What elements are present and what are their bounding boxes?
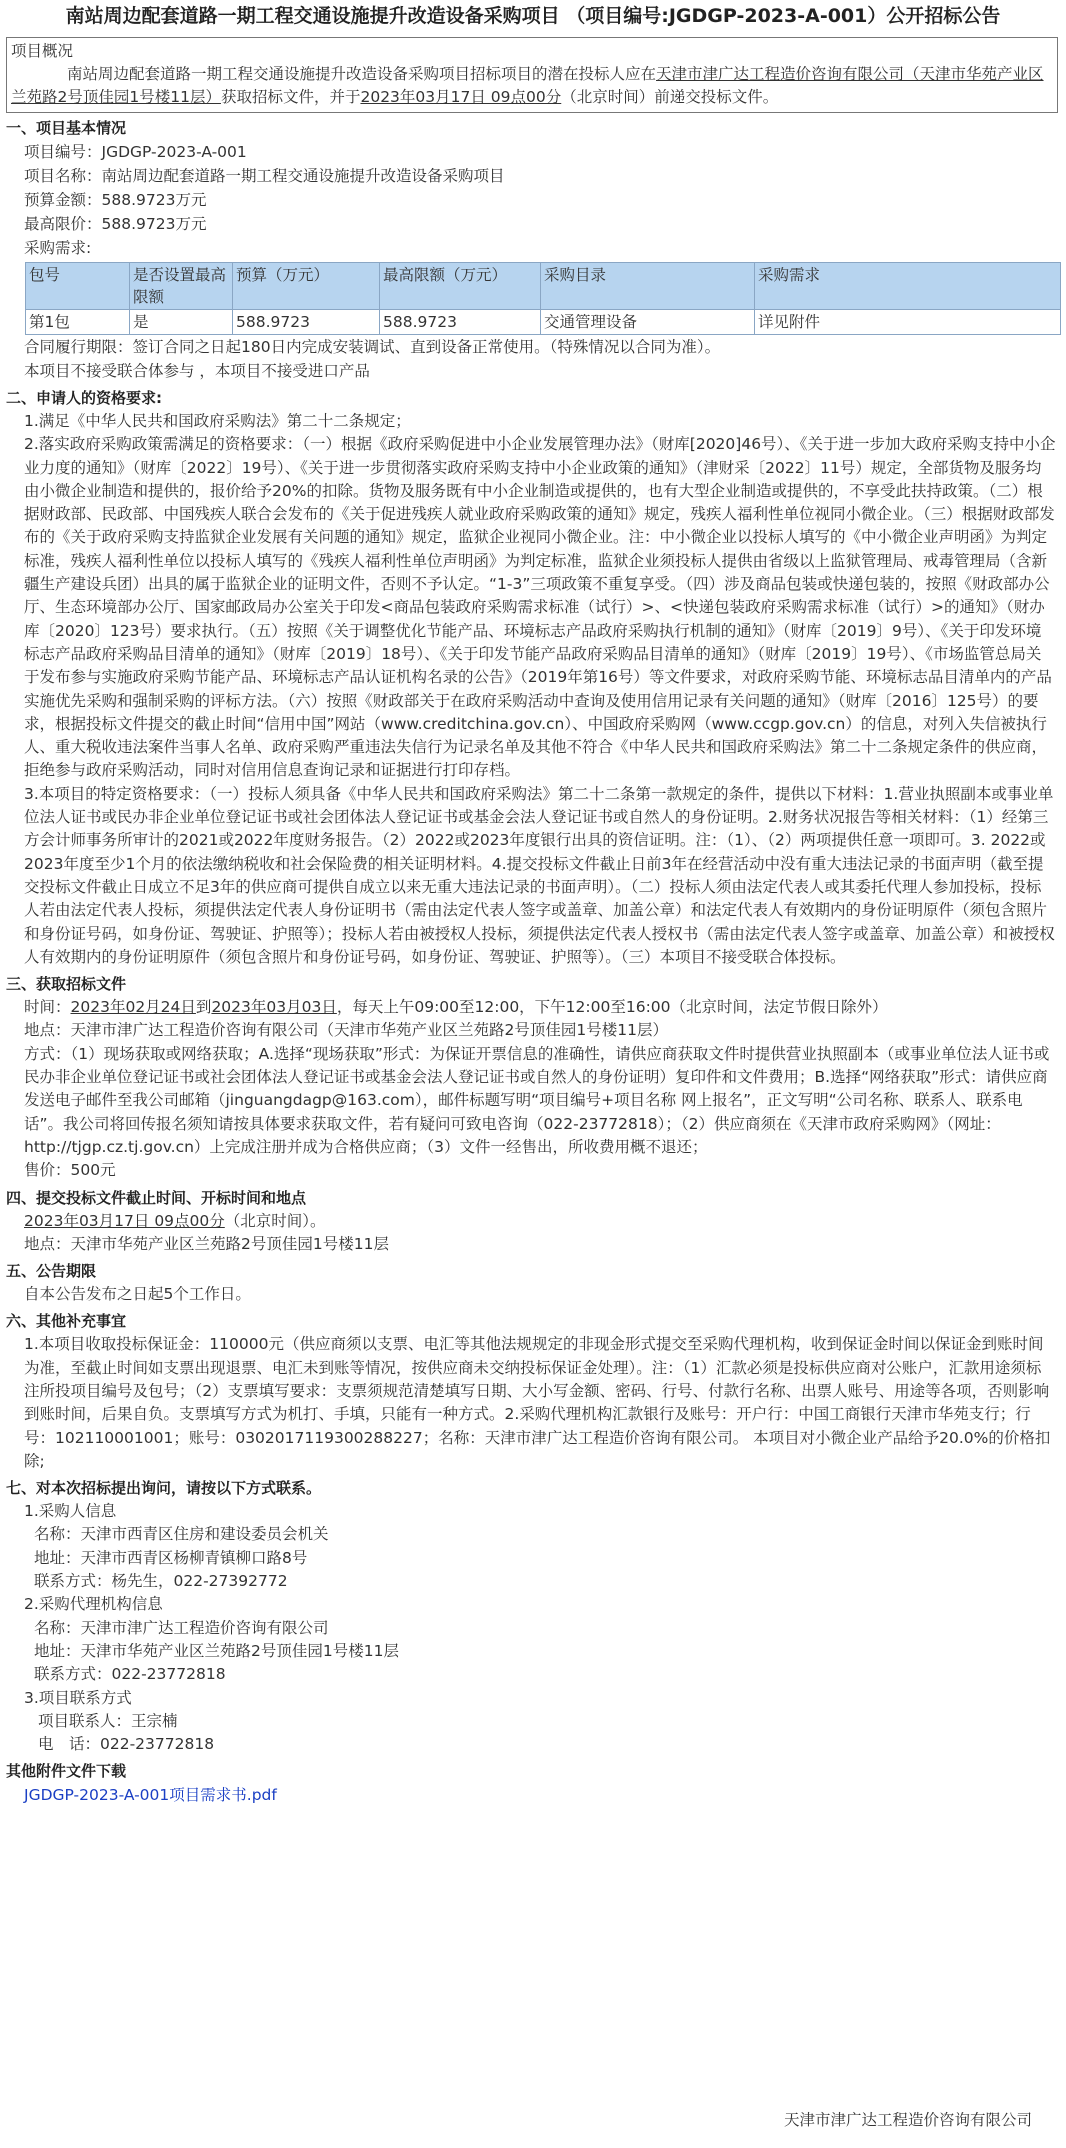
overview-text-3: 获取招标文件，并于 [220, 88, 361, 106]
agency-title: 2.采购代理机构信息 [24, 1595, 163, 1614]
table-cell: 588.9723 [233, 310, 380, 335]
project-contact-title: 3.项目联系方式 [24, 1688, 132, 1707]
overview-text-1: 南站周边配套道路一期工程交通设施提升改造设备采购项目招标项目的潜在投标人应在 [67, 65, 657, 83]
table-cell: 是 [130, 310, 233, 335]
obtain-time-to: 到 [195, 998, 212, 1017]
project-contact-person: 项目联系人：王宗楠 [38, 1711, 178, 1730]
obtain-end-date: 2023年03月03日 [211, 998, 337, 1017]
joint-bid-note: 本项目不接受联合体参与 ，本项目不接受进口产品 [24, 362, 370, 380]
obtain-place: 地点：天津市津广达工程造价咨询有限公司（天津市华苑产业区兰苑路2号顶佳园1号楼11层） [24, 1021, 668, 1040]
qualification-item-1: 1.满足《中华人民共和国政府采购法》第二十二条规定； [24, 412, 411, 430]
submission-deadline [0, 1210, 1066, 1233]
project-contact-phone: 电 话：022-23772818 [38, 1735, 215, 1754]
section-obtain-docs-heading: 三、获取招标文件 [6, 975, 127, 994]
agency-name: 名称：天津市津广达工程造价咨询有限公司 [34, 1618, 329, 1637]
document-price: 售价：500元 [24, 1161, 116, 1180]
deadline-datetime: 2023年03月17日 09点00分 [24, 1211, 225, 1230]
overview-text-5: （北京时间）前递交投标文件。 [561, 88, 779, 106]
purchaser-address: 地址：天津市西青区杨柳青镇柳口路8号 [34, 1548, 308, 1567]
table-header-cell: 最高限额（万元） [380, 263, 541, 310]
overview-agency-address: 天津市津广达工程造价咨询有限公司（天津市华苑产业区兰苑路2号顶佳园1号楼11层） [11, 65, 1044, 106]
overview-deadline: 2023年03月17日 09点00分 [360, 88, 562, 106]
table-cell: 第1包 [26, 310, 130, 335]
purchaser-contact: 联系方式：杨先生，022-27392772 [34, 1572, 288, 1591]
purchaser-name: 名称：天津市西青区住房和建设委员会机关 [34, 1525, 329, 1544]
agency-address: 地址：天津市华苑产业区兰苑路2号顶佳园1号楼11层 [34, 1641, 399, 1660]
obtain-time-label: 时间： [24, 998, 71, 1017]
contract-term: 合同履行期限：签订合同之日起180日内完成安装调试、直到设备正常使用。（特殊情况以合同为准）。 [24, 338, 721, 356]
publisher-name: 天津市津广达工程造价咨询有限公司 [783, 2111, 1032, 2129]
opening-place: 地点：天津市华苑产业区兰苑路2号顶佳园1号楼11层 [24, 1234, 389, 1253]
table-header-cell: 采购目录 [541, 263, 755, 310]
table-cell: 588.9723 [380, 310, 541, 335]
section-qualification-heading: 二、申请人的资格要求: [6, 389, 162, 407]
attachment-link[interactable]: JGDGP-2023-A-001项目需求书.pdf [24, 1786, 277, 1805]
table-cell: 详见附件 [755, 310, 1061, 335]
deadline-timezone: （北京时间）。 [224, 1211, 326, 1230]
section-contact-heading: 七、对本次招标提出询问，请按以下方式联系。 [6, 1479, 322, 1498]
other-matters: 1.本项目收取投标保证金：110000元（供应商须以支票、电汇等其他法规规定的非现金形式提交至采购代理机构，收到保证金时间以保证金到账时间为准，至截止时间如支票出现退票、电汇未到账等情况，按供应商未交纳投标保证金处理）。注：（1）汇款必须是投标供应商对公账户，汇款用途须标注所投项目编号及包号；（2）支票填写要求：支票须规范清楚填写日期、大小写金额、密码、行号、付款行名称、出票人账号、用途等各项，否则影响到账时间，后果自负。支票填写方式为机打、手填，只能有一种方式。2.采购代理机构汇款银行及账号：开户行：中国工商银行天津市华苑支行；行号：102110001001；账号：0302017119300288227；名称：天津市津广达工程造价咨询有限公司。 本项目对小微企业产品给予20.0%的价格扣除; [24, 1335, 1051, 1470]
table-header-cell: 预算（万元） [233, 263, 380, 310]
table-header-row [26, 263, 1061, 310]
obtain-start-date: 2023年02月24日 [70, 998, 196, 1017]
purchaser-title: 1.采购人信息 [24, 1502, 117, 1521]
project-number: 项目编号：JGDGP-2023-A-001 [24, 143, 247, 161]
budget-amount: 预算金额：588.9723万元 [24, 191, 207, 209]
attachments-heading: 其他附件文件下载 [6, 1762, 127, 1781]
qualification-item-2: 2.落实政府采购政策需满足的资格要求：（一）根据《政府采购促进中小企业发展管理办法》（财库[2020]46号）、《关于进一步加大政府采购支持中小企业力度的通知》（财库〔2022〕19号）、《关于进一步贯彻落实政府采购支持中小企业政策的通知》（津财采〔2022〕11号）规定，全部货物及服务均由小微企业制造和提供的，报价给予20%的扣除。货物及服务既有中小企业制造或提供的，也有大型企业制造或提供的，不享受此扶持政策。（二）根据财政部、民政部、中国残疾人联合会发布的《关于促进残疾人就业政府采购政策的通知》规定，残疾人福利性单位视同小微企业。（三）根据财政部发布的《关于政府采购支持监狱企业发展有关问题的通知》规定，监狱企业视同小微企业。注：中小微企业以投标人填写的《中小微企业声明函》为判定标准，残疾人福利性单位以投标人填写的《残疾人福利性单位声明函》为判定标准，监狱企业须投标人提供由省级以上监狱管理局、戒毒管理局（含新疆生产建设兵团）出具的属于监狱企业的证明文件，否则不予认定。“1-3”三项政策不重复享受。（四）涉及商品包装或快递包装的，按照《财政部办公厅、生态环境部办公厅、国家邮政局办公室关于印发<商品包装政府采购需求标准（试行）>、<快递包装政府采购需求标准（试行）>的通知》（财办库〔2020〕123号）要求执行。（五）按照《关于调整优化节能产品、环境标志产品政府采购执行机制的通知》（财库〔2019〕9号）、《关于印发环境标志产品政府采购品目清单的通知》（财库〔2019〕18号）、《关于印发节能产品政府采购品目清单的通知》（财库〔2019〕19号）、《市场监管总局关于发布参与实施政府采购节能产品、环境标志产品认证机构名录的公告》（2019年第16号）等文件要求，对政府采购节能、环境标志品目清单内的产品实施优先采购和强制采购的评标方法。（六）按照《财政部关于在政府采购活动中查询及使用信用记录有关问题的通知》（财库〔2016〕125号）的要求，根据投标文件提交的截止时间“信用中国”网站（www.creditchina.gov.cn）、中国政府采购网（www.ccgp.gov.cn）的信息，对列入失信被执行人、重大税收违法案件当事人名单、政府采购严重违法失信行为记录名单及其他不符合《中华人民共和国政府采购法》第二十二条规定条件的供应商，拒绝参与政府采购活动，同时对信用信息查询记录和证据进行打印存档。 [24, 435, 1056, 780]
qualification-item-3: 3.本项目的特定资格要求：（一）投标人须具备《中华人民共和国政府采购法》第二十二条第一款规定的条件，提供以下材料：1.营业执照副本或事业单位法人证书或民办非企业单位登记证书或社会团体法人登记证书或基金会法人登记证书或自然人的身份证明。2.财务状况报告等相关材料：（1）经第三方会计师事务所审计的2021或2022年度财务报告。（2）2022或2023年度银行出具的资信证明。注：（1）、（2）两项提供任意一项即可。3. 2022或2023年度至少1个月的依法缴纳税收和社会保险费的相关证明材料。4.提交投标文件截止日前3年在经营活动中没有重大违法记录的书面声明（截至提交投标文件截止日成立不足3年的供应商可提供自成立以来无重大违法记录的书面声明）。（二）投标人须由法定代表人或其委托代理人参加投标，投标人若由法定代表人投标，须提供法定代表人身份证明书（需由法定代表人签字或盖章、加盖公章）和法定代表人有效期内的身份证明原件（须包含照片和身份证号码，如身份证、驾驶证、护照等）；投标人若由被授权人投标，须提供法定代表人授权书（需由法定代表人签字或盖章、加盖公章）和被授权人有效期内的身份证明原件（须包含照片和身份证号码，如身份证、驾驶证、护照等）。（三）本项目不接受联合体投标。 [24, 784, 1055, 966]
table-cell: 交通管理设备 [541, 310, 755, 335]
section-deadline-heading: 四、提交投标文件截止时间、开标时间和地点 [6, 1188, 307, 1207]
table-row [26, 310, 1061, 335]
max-price: 最高限价：588.9723万元 [24, 215, 207, 233]
table-header-cell: 采购需求 [755, 263, 1061, 310]
section-notice-period-heading: 五、公告期限 [6, 1262, 97, 1281]
project-name: 项目名称：南站周边配套道路一期工程交通设施提升改造设备采购项目 [24, 167, 505, 185]
overview-label: 项目概况 [11, 42, 74, 60]
table-header-cell: 是否设置最高限额 [130, 263, 233, 310]
section-basic-info-heading: 一、项目基本情况 [6, 119, 127, 137]
agency-contact: 联系方式：022-23772818 [34, 1665, 226, 1684]
table-header-cell: 包号 [26, 263, 130, 310]
package-table [25, 262, 1061, 335]
section-other-matters-heading: 六、其他补充事宜 [6, 1312, 127, 1331]
procurement-needs-label: 采购需求: [24, 239, 92, 257]
overview-text [11, 63, 1051, 109]
notice-period: 自本公告发布之日起5个工作日。 [24, 1285, 251, 1304]
project-overview-box [6, 37, 1058, 113]
obtain-method: 方式：（1）现场获取或网络获取；A.选择“现场获取”形式：为保证开票信息的准确性，请供应商获取文件时提供营业执照副本（或事业单位法人证书或民办非企业单位登记证书或社会团体法人登记证书或基金会法人登记证书或自然人的身份证明）复印件和文件费用；B.选择“网络获取”形式：请供应商发送电子邮件至我公司邮箱（jinguangdagp@163.com），邮件标题写明“项目编号+项目名称 网上报名”，正文写明“公司名称、联系人、联系电话”。我公司将回传报名须知请按具体要求获取文件，若有疑问可致电咨询（022-23772818）；（2）供应商须在《天津市政府采购网》（网址：http://tjgp.cz.tj.gov.cn）上完成注册并成为合格供应商；（3）文件一经售出，所收费用概不退还； [24, 1044, 1050, 1156]
obtain-time [0, 996, 1066, 1019]
page-title: 南站周边配套道路一期工程交通设施提升改造设备采购项目 （项目编号:JGDGP-2023-A-001）公开招标公告 [65, 5, 1001, 27]
obtain-time-rest: ，每天上午09:00至12:00，下午12:00至16:00（北京时间，法定节假日除外） [336, 998, 888, 1017]
